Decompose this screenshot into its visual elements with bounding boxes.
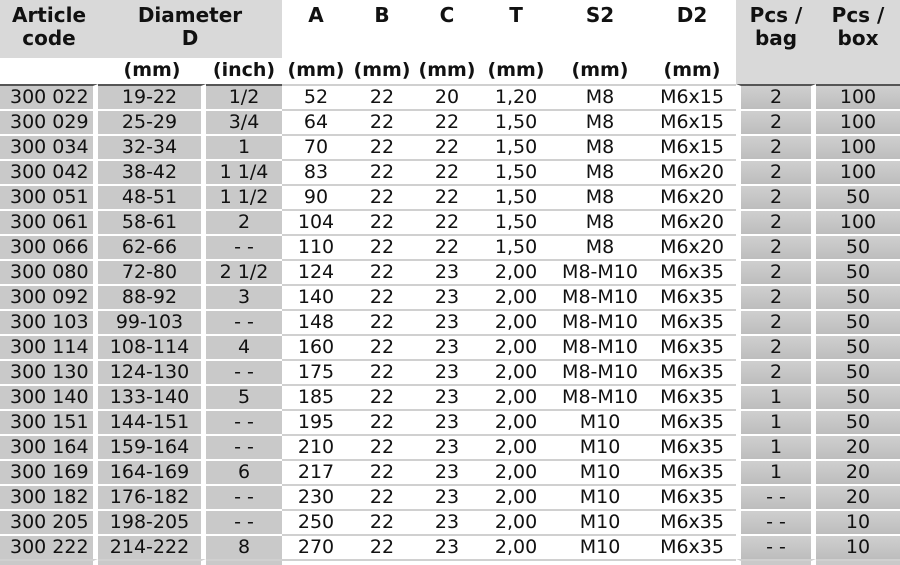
cell-dim-a: 110 [282,234,350,259]
header-diameter-label: Diameter [137,3,243,27]
cell-diameter-mm: 99-103 [98,309,206,334]
cell-diameter-inch: - - [206,409,282,434]
cell-dim-b: 22 [350,109,414,134]
header-pcs-bag-line2: bag [754,26,798,50]
tail-cell [648,559,736,565]
cell-dim-t: 1,50 [480,184,552,209]
header-unit-blank [0,58,98,84]
cell-dim-b: 22 [350,284,414,309]
cell-dim-t: 2,00 [480,534,552,559]
cell-dim-a: 90 [282,184,350,209]
cell-dim-t: 2,00 [480,359,552,384]
cell-pcs-bag: 2 [736,234,816,259]
cell-pcs-bag: 1 [736,409,816,434]
cell-pcs-bag: 2 [736,159,816,184]
cell-pcs-box: 100 [816,109,900,134]
cell-pcs-bag: 1 [736,434,816,459]
cell-size-d2: M6x35 [648,484,736,509]
cell-size-s2: M8 [552,159,648,184]
cell-diameter-inch: - - [206,484,282,509]
cell-dim-a: 104 [282,209,350,234]
cell-dim-a: 70 [282,134,350,159]
cell-pcs-bag: 2 [736,334,816,359]
cell-dim-c: 23 [414,309,480,334]
cell-diameter-inch: 3 [206,284,282,309]
cell-article-code: 300 114 [0,334,98,359]
tail-cell [350,559,414,565]
cell-size-s2: M10 [552,484,648,509]
cell-dim-b: 22 [350,409,414,434]
cell-dim-c: 23 [414,284,480,309]
cell-size-s2: M10 [552,459,648,484]
header-unit-d2: (mm) [663,59,721,81]
cell-size-d2: M6x20 [648,159,736,184]
cell-dim-t: 1,20 [480,84,552,109]
cell-diameter-inch: 5 [206,384,282,409]
cell-pcs-bag: 2 [736,209,816,234]
tail-cell [0,559,98,565]
header-d2: D2 [676,3,708,27]
cell-dim-b: 22 [350,534,414,559]
cell-article-code: 300 151 [0,409,98,434]
cell-size-d2: M6x35 [648,334,736,359]
header-unit-mm: (mm) [123,59,181,81]
cell-diameter-inch: - - [206,309,282,334]
cell-article-code: 300 222 [0,534,98,559]
cell-dim-c: 23 [414,509,480,534]
cell-pcs-bag: 1 [736,459,816,484]
cell-dim-t: 2,00 [480,334,552,359]
cell-diameter-mm: 62-66 [98,234,206,259]
cell-dim-a: 185 [282,384,350,409]
cell-article-code: 300 034 [0,134,98,159]
cell-size-s2: M8 [552,209,648,234]
table-row [0,534,900,559]
cell-article-code: 300 130 [0,359,98,384]
cell-diameter-mm: 108-114 [98,334,206,359]
header-unit-t: (mm) [487,59,545,81]
cell-dim-b: 22 [350,359,414,384]
table-row [0,134,900,159]
cell-size-d2: M6x35 [648,284,736,309]
cell-diameter-mm: 72-80 [98,259,206,284]
cell-pcs-bag: 2 [736,84,816,109]
cell-diameter-inch: 4 [206,334,282,359]
spec-table-body [0,84,900,565]
cell-dim-a: 140 [282,284,350,309]
table-row [0,209,900,234]
cell-pcs-bag: 2 [736,309,816,334]
cell-pcs-box: 100 [816,209,900,234]
cell-size-d2: M6x20 [648,209,736,234]
header-article-code [0,0,98,58]
cell-size-s2: M8 [552,184,648,209]
cell-dim-c: 20 [414,84,480,109]
header-a: A [308,3,324,27]
cell-dim-a: 270 [282,534,350,559]
cell-size-d2: M6x35 [648,259,736,284]
cell-pcs-box: 50 [816,334,900,359]
cell-dim-b: 22 [350,334,414,359]
header-unit-bag-blank [736,58,816,84]
table-row [0,284,900,309]
table-row [0,234,900,259]
cell-article-code: 300 061 [0,209,98,234]
cell-article-code: 300 205 [0,509,98,534]
cell-dim-b: 22 [350,134,414,159]
header-article-label: Article [11,3,87,27]
cell-size-d2: M6x35 [648,434,736,459]
cell-diameter-inch: - - [206,434,282,459]
header-s2: S2 [585,3,615,27]
cell-diameter-mm: 164-169 [98,459,206,484]
cell-dim-a: 217 [282,459,350,484]
header-pcs-bag-line1: Pcs / [749,3,803,27]
cell-dim-c: 23 [414,459,480,484]
cell-dim-b: 22 [350,509,414,534]
header-c: C [439,3,455,27]
cell-dim-t: 2,00 [480,309,552,334]
cell-diameter-mm: 19-22 [98,84,206,109]
cell-diameter-mm: 38-42 [98,159,206,184]
cell-diameter-mm: 58-61 [98,209,206,234]
cell-diameter-inch: 3/4 [206,109,282,134]
table-row [0,359,900,384]
cell-diameter-mm: 48-51 [98,184,206,209]
cell-size-d2: M6x20 [648,184,736,209]
cell-article-code: 300 140 [0,384,98,409]
header-unit-a: (mm) [287,59,345,81]
table-row [0,384,900,409]
cell-size-s2: M10 [552,509,648,534]
cell-pcs-box: 100 [816,134,900,159]
cell-pcs-box: 20 [816,484,900,509]
header-d-label: D [181,26,199,50]
cell-dim-t: 1,50 [480,234,552,259]
cell-dim-c: 22 [414,184,480,209]
cell-size-s2: M8-M10 [552,334,648,359]
cell-pcs-box: 50 [816,284,900,309]
tail-cell [206,559,282,565]
cell-pcs-box: 10 [816,509,900,534]
cell-dim-b: 22 [350,459,414,484]
cell-dim-t: 2,00 [480,509,552,534]
cell-dim-b: 22 [350,234,414,259]
header-unit-s2: (mm) [571,59,629,81]
table-row [0,409,900,434]
cell-dim-b: 22 [350,434,414,459]
cell-article-code: 300 066 [0,234,98,259]
cell-dim-c: 23 [414,359,480,384]
header-diameter [98,0,282,58]
cell-diameter-inch: 1 1/4 [206,159,282,184]
cell-article-code: 300 182 [0,484,98,509]
cell-dim-c: 23 [414,259,480,284]
cell-pcs-bag: - - [736,484,816,509]
cell-pcs-box: 50 [816,259,900,284]
header-unit-box-blank [816,58,900,84]
header-b: B [374,3,390,27]
header-pcs-box [816,0,900,58]
cell-diameter-inch: 1/2 [206,84,282,109]
cell-size-s2: M8-M10 [552,284,648,309]
cell-dim-b: 22 [350,184,414,209]
cell-size-d2: M6x35 [648,384,736,409]
cell-size-s2: M8 [552,109,648,134]
cell-size-d2: M6x35 [648,459,736,484]
cell-size-s2: M10 [552,534,648,559]
cell-diameter-inch: - - [206,359,282,384]
cell-diameter-inch: 1 [206,134,282,159]
cell-dim-c: 23 [414,409,480,434]
cell-pcs-box: 20 [816,459,900,484]
cell-size-s2: M8-M10 [552,259,648,284]
cell-article-code: 300 092 [0,284,98,309]
cell-dim-c: 22 [414,209,480,234]
cell-diameter-inch: 1 1/2 [206,184,282,209]
cell-diameter-mm: 176-182 [98,484,206,509]
cell-dim-t: 2,00 [480,434,552,459]
cell-size-d2: M6x35 [648,359,736,384]
cell-dim-b: 22 [350,159,414,184]
table-tail-row [0,559,900,565]
cell-size-s2: M8 [552,84,648,109]
table-row [0,434,900,459]
cell-dim-t: 1,50 [480,109,552,134]
cell-pcs-box: 50 [816,309,900,334]
cell-dim-a: 210 [282,434,350,459]
cell-dim-c: 23 [414,534,480,559]
cell-dim-c: 23 [414,384,480,409]
cell-pcs-bag: 2 [736,134,816,159]
tail-cell [414,559,480,565]
cell-article-code: 300 103 [0,309,98,334]
cell-dim-a: 250 [282,509,350,534]
cell-size-s2: M8 [552,234,648,259]
cell-pcs-box: 50 [816,359,900,384]
cell-dim-b: 22 [350,384,414,409]
cell-size-d2: M6x35 [648,534,736,559]
header-pcs-box-line2: box [837,26,879,50]
header-code-label: code [22,26,76,50]
cell-size-d2: M6x20 [648,234,736,259]
cell-diameter-mm: 214-222 [98,534,206,559]
cell-dim-c: 23 [414,484,480,509]
cell-dim-a: 195 [282,409,350,434]
table-row [0,509,900,534]
cell-diameter-mm: 88-92 [98,284,206,309]
cell-dim-c: 22 [414,134,480,159]
cell-diameter-inch: 8 [206,534,282,559]
cell-article-code: 300 022 [0,84,98,109]
header-row-2 [0,58,900,84]
table-row [0,334,900,359]
cell-dim-c: 23 [414,434,480,459]
cell-diameter-mm: 32-34 [98,134,206,159]
cell-diameter-inch: 6 [206,459,282,484]
table-row [0,184,900,209]
header-unit-inch: (inch) [212,59,276,81]
cell-dim-c: 22 [414,234,480,259]
cell-diameter-mm: 124-130 [98,359,206,384]
cell-pcs-bag: 2 [736,284,816,309]
cell-dim-b: 22 [350,259,414,284]
cell-article-code: 300 029 [0,109,98,134]
cell-pcs-bag: 2 [736,259,816,284]
cell-article-code: 300 042 [0,159,98,184]
tail-cell [816,559,900,565]
cell-pcs-bag: 2 [736,184,816,209]
cell-pcs-box: 20 [816,434,900,459]
cell-dim-a: 83 [282,159,350,184]
cell-dim-a: 124 [282,259,350,284]
cell-dim-b: 22 [350,209,414,234]
cell-dim-a: 160 [282,334,350,359]
cell-diameter-inch: 2 [206,209,282,234]
cell-dim-b: 22 [350,484,414,509]
cell-diameter-mm: 198-205 [98,509,206,534]
cell-size-d2: M6x15 [648,109,736,134]
table-row [0,259,900,284]
cell-dim-t: 2,00 [480,409,552,434]
cell-size-s2: M8-M10 [552,309,648,334]
cell-size-d2: M6x35 [648,309,736,334]
table-row [0,84,900,109]
cell-pcs-box: 50 [816,184,900,209]
table-row [0,484,900,509]
cell-pcs-box: 50 [816,384,900,409]
cell-dim-c: 23 [414,334,480,359]
cell-dim-a: 64 [282,109,350,134]
cell-size-s2: M8-M10 [552,384,648,409]
cell-diameter-mm: 144-151 [98,409,206,434]
cell-dim-t: 1,50 [480,209,552,234]
tail-cell [552,559,648,565]
tail-cell [736,559,816,565]
cell-pcs-box: 100 [816,84,900,109]
cell-dim-t: 2,00 [480,459,552,484]
header-pcs-bag [736,0,816,58]
tail-cell [282,559,350,565]
cell-pcs-box: 50 [816,234,900,259]
cell-size-s2: M10 [552,409,648,434]
cell-dim-t: 2,00 [480,259,552,284]
tail-cell [480,559,552,565]
cell-article-code: 300 080 [0,259,98,284]
cell-pcs-bag: 1 [736,384,816,409]
cell-size-d2: M6x15 [648,134,736,159]
cell-diameter-mm: 25-29 [98,109,206,134]
cell-dim-b: 22 [350,309,414,334]
cell-article-code: 300 169 [0,459,98,484]
cell-diameter-inch: 2 1/2 [206,259,282,284]
header-unit-c: (mm) [418,59,476,81]
cell-dim-a: 52 [282,84,350,109]
cell-dim-t: 2,00 [480,484,552,509]
header-unit-b: (mm) [353,59,411,81]
cell-pcs-box: 50 [816,409,900,434]
cell-diameter-inch: - - [206,509,282,534]
cell-pcs-bag: 2 [736,109,816,134]
cell-article-code: 300 164 [0,434,98,459]
cell-pcs-box: 10 [816,534,900,559]
cell-size-d2: M6x35 [648,509,736,534]
cell-size-d2: M6x35 [648,409,736,434]
cell-size-s2: M10 [552,434,648,459]
header-pcs-box-line1: Pcs / [831,3,885,27]
cell-diameter-inch: - - [206,234,282,259]
cell-article-code: 300 051 [0,184,98,209]
cell-diameter-mm: 133-140 [98,384,206,409]
cell-pcs-box: 100 [816,159,900,184]
cell-size-d2: M6x15 [648,84,736,109]
header-t: T [509,3,523,27]
cell-dim-t: 1,50 [480,134,552,159]
cell-dim-a: 148 [282,309,350,334]
table-row [0,309,900,334]
cell-diameter-mm: 159-164 [98,434,206,459]
tail-cell [98,559,206,565]
cell-size-s2: M8 [552,134,648,159]
cell-dim-c: 22 [414,109,480,134]
cell-dim-t: 1,50 [480,159,552,184]
cell-dim-t: 2,00 [480,284,552,309]
cell-dim-t: 2,00 [480,384,552,409]
cell-pcs-bag: - - [736,534,816,559]
header-row-1 [0,0,900,58]
table-row [0,459,900,484]
cell-dim-c: 22 [414,159,480,184]
table-row [0,109,900,134]
cell-dim-a: 230 [282,484,350,509]
cell-dim-b: 22 [350,84,414,109]
cell-pcs-bag: - - [736,509,816,534]
table-row [0,159,900,184]
cell-dim-a: 175 [282,359,350,384]
cell-pcs-bag: 2 [736,359,816,384]
cell-size-s2: M8-M10 [552,359,648,384]
